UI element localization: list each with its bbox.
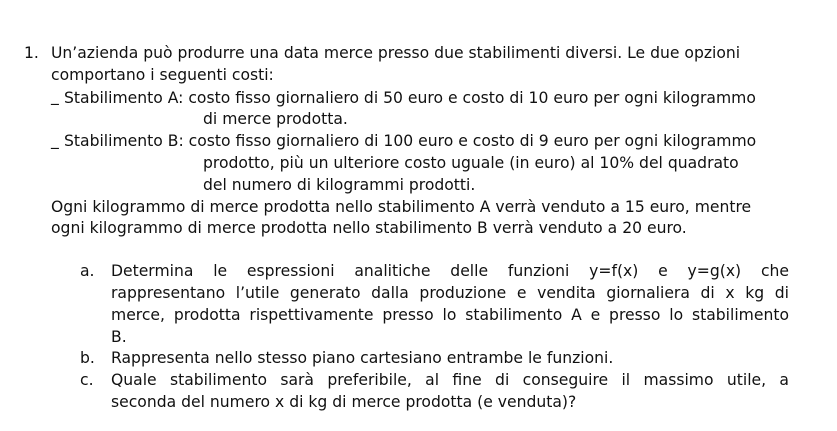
question-c-letter: c. bbox=[80, 371, 94, 389]
question-c-line-2: seconda del numero x di kg di merce prodotta (e venduta)? bbox=[111, 393, 577, 411]
option-b-line-1: Stabilimento B: costo fisso giornaliero di 100 euro e costo di 9 euro per ogni kilogrammo bbox=[64, 132, 757, 150]
option-b-line-3: del numero di kilogrammi prodotti. bbox=[203, 176, 476, 194]
question-c-line-1: Quale stabilimento sarà preferibile, al fine di conseguire il massimo utile, a bbox=[111, 371, 789, 389]
question-a-letter: a. bbox=[80, 262, 95, 280]
question-b-line-1: Rappresenta nello stesso piano cartesiano entrambe le funzioni. bbox=[111, 349, 614, 367]
intro-line-2: comportano i seguenti costi: bbox=[51, 66, 274, 84]
sale-info-line-2: ogni kilogrammo di merce prodotta nello stabilimento B verrà venduto a 20 euro. bbox=[51, 219, 687, 237]
question-a-line-1: Determina le espressioni analitiche delle funzioni y=f(x) e y=g(x) che bbox=[111, 262, 789, 280]
option-b-bullet: _ bbox=[51, 131, 59, 149]
problem-number: 1. bbox=[24, 44, 39, 62]
option-a-bullet: _ bbox=[51, 87, 59, 105]
option-a-line-1: Stabilimento A: costo fisso giornaliero di 50 euro e costo di 10 euro per ogni kilogrammo bbox=[64, 89, 756, 107]
intro-line-1: Un’azienda può produrre una data merce presso due stabilimenti diversi. Le due opzioni bbox=[51, 44, 741, 62]
question-a-line-2: rappresentano l’utile generato dalla produzione e vendita giornaliera di x kg di bbox=[111, 284, 789, 302]
question-a-line-3: merce, prodotta rispettivamente presso lo stabilimento A e presso lo stabilimento bbox=[111, 306, 789, 324]
option-b-line-2: prodotto, più un ulteriore costo uguale (in euro) al 10% del quadrato bbox=[203, 154, 739, 172]
sale-info-line-1: Ogni kilogrammo di merce prodotta nello stabilimento A verrà venduto a 15 euro, mentre bbox=[51, 198, 752, 216]
question-a-line-4: B. bbox=[111, 328, 127, 346]
question-b-letter: b. bbox=[80, 349, 95, 367]
option-a-line-2: di merce prodotta. bbox=[203, 110, 348, 128]
